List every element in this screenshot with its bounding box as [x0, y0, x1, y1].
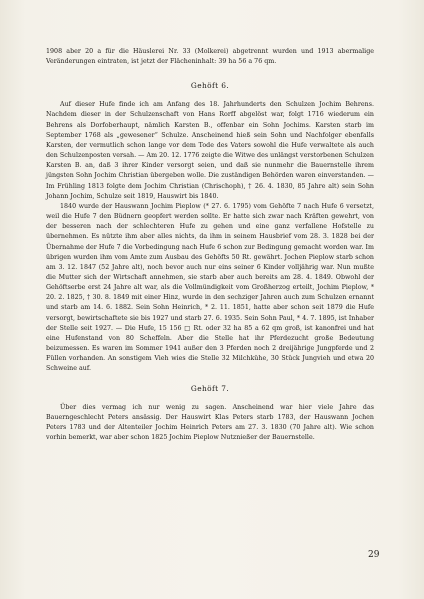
section-heading-gehoeft-7: Gehöft 7. — [190, 383, 230, 393]
paragraph-gehoeft-6-history: Auf dieser Hufe finde ich am Anfang des 18. Jahrhunderts den Schulzen Jochim Behrens. Nachdem dieser in der Schulzenschaft von Hans Rorff abgelöst war, folgt 1716 wiederum ein Behrens als Dorfoberhaupt, nämlich Karsten B., offenbar ein Sohn Jochims. Karsten starb im September 1768 als „gewesener“ Schulze. Anscheinend hieß sein Sohn und Nachfolger ebenfalls Karsten, der vermutlich schon lange vor dem Tode des Vaters sowohl die Hufe verwaltete als auch den Schulzenposten versah. — Am 20. 12. 1776 zeigte die Witwe des unlängst verstorbenen Schulzen Karsten B. an, daß 3 ihrer Kinder versorgt seien, und daß sie nunmehr die Bauernstelle ihrem jüngsten Sohn Jochim Christian übergeben wolle. Die zuständigen Behörden waren einverstanden. — Im Frühling 1813 folgte dem Jochim Christian (Chrischoph), † 26. 4. 1830, 85 Jahre alt) sein Sohn Johann Jochim, Schulze seit 1819, Hauswirt bis 1840. — [46, 101, 374, 200]
paragraph-gehoeft-6-pieplow: 1840 wurde der Hauswann Jochim Pieplow (* 27. 6. 1795) vom Gehöfte 7 nach Hufe 6 versetzt, weil die Hufe 7 den Büdnern geopfert werden sollte. Er hatte sich zwar nach Kräften gewehrt, von der besseren nach der schlechteren Hufe zu gehen und eine ganz verfallene Hofstelle zu übernehmen. Es nützte ihm aber alles nichts, da ihm in seinem Hausbrief vom 28. 3. 1828 bei der Übernahme der Hufe 7 die Vorbedingung nach Hufe 6 schon zur Bedingung gemacht worden war. Im übrigen wurden ihm vom Amte zum Ausbau des Gehöfts 50 Rt. gewährt. Jochen Pieplow starb schon am 3. 12. 1847 (52 Jahre alt), noch bevor auch nur eins seiner 6 Kinder volljährig war. Nun mußte die Mutter sich der Wirtschaft annehmen, sie starb aber auch bereits am 28. 4. 1849. Obwohl der Gehöftserbe erst 24 Jahre alt war, als die Vollmündigkeit vom Großherzog erteilt, Jochim Pieplow, * 20. 2. 1825, † 30. 8. 1849 mit einer Hinz, wurde in den sechziger Jahren auch zum Schulzen ernannt und starb am 14. 6. 1882. Sein Sohn Heinrich, * 2. 11. 1851, hatte aber schon seit 1879 die Hufe versorgt, bewirtschaftete sie bis 1927 und starb 27. 6. 1935. Sein Sohn Paul, * 4. 7. 1895, ist Inhaber der Stelle seit 1927. — Die Hufe, 15 156 □ Rt. oder 32 ha 85 a 62 qm groß, ist kanonfrei und hat eine Hufenstand von 80 Scheffeln. Aber die Stelle hat ihr Pferdezucht große Bedeutung beizumessen. Es waren im Sommer 1941 außer den 3 Pferden noch 2 dreijährige Jungpferde und 2 Füllen vorhanden. An sonstigem Vieh wies die Stelle 32 Milchkühe, 30 Stück Jungvieh und etwa 20 Schweine auf. — [46, 202, 374, 373]
paragraph-gehoeft-7: Über dies vermag ich nur wenig zu sagen. Anscheinend war hier viele Jahre das Bauerngeschlecht Peters ansässig. Der Hauswirt Klas Peters starb 1783, der Hauswann Jochen Peters 1783 und der Altenteiler Jochim Heinrich Peters am 27. 3. 1830 (70 Jahre alt). Wie schon vorhin bemerkt, war aber schon 1825 Jochim Pieplow Nutznießer der Bauernstelle. — [46, 403, 374, 441]
page-number: 29 — [368, 550, 380, 560]
section-heading-gehoeft-6: Gehöft 6. — [190, 81, 230, 91]
document-body — [46, 47, 374, 443]
paragraph-intro: 1908 aber 20 a für die Häuslerei Nr. 33 (Molkerei) abgetrennt wurden und 1913 abermalige Veränderungen eintraten, ist jetzt der Flächeninhalt: 39 ha 56 a 76 qm. — [46, 48, 374, 66]
